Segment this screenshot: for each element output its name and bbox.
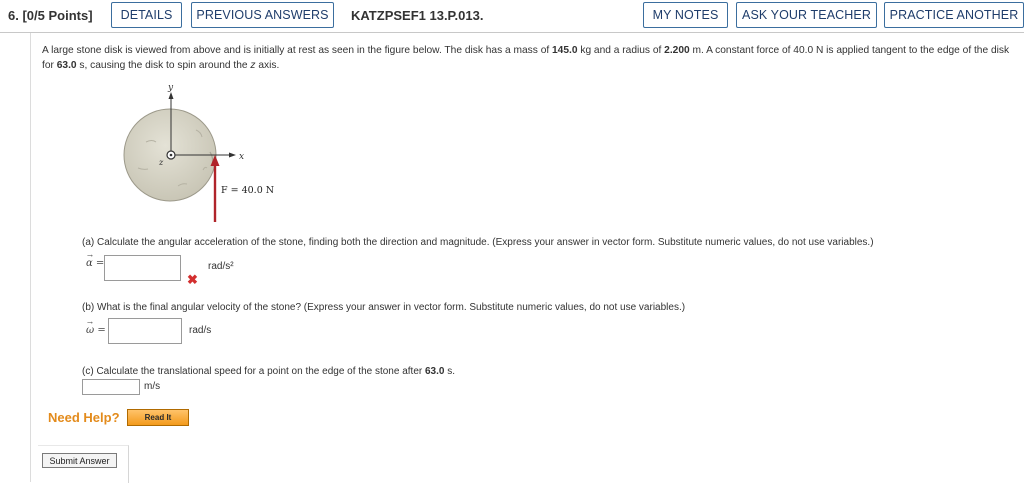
ask-your-teacher-button[interactable]: ASK YOUR TEACHER [736, 2, 877, 28]
read-it-button[interactable]: Read It [127, 409, 189, 426]
omega-symbol-text: ω = [86, 325, 106, 336]
force-label: F = 40.0 N [221, 185, 275, 196]
vector-arrow-icon: → [87, 319, 93, 327]
problem-statement [42, 43, 1017, 73]
part-c-question [82, 366, 1012, 377]
z-axis-dot [170, 154, 173, 157]
axis-name: z [250, 60, 256, 71]
z-axis-label: z [159, 158, 164, 167]
stone-disk-figure [118, 82, 288, 224]
need-help-label: Need Help? [48, 410, 120, 425]
details-button[interactable]: DETAILS [111, 2, 182, 28]
omega-vector-symbol [86, 319, 106, 336]
part-c-unit: m/s [144, 381, 161, 392]
problem-text: m. A constant force of 40.0 N is applied tangent to the edge of the disk for [42, 45, 1010, 71]
problem-text: s, causing the disk to spin around the [76, 60, 251, 71]
previous-answers-button[interactable]: PREVIOUS ANSWERS [191, 2, 334, 28]
part-a-question: (a) Calculate the angular acceleration of the stone, finding both the direction and magnitude. (Express your answer in vector form. Substitute numeric values, do not use variables.) [82, 237, 874, 248]
part-b-unit: rad/s [189, 325, 212, 336]
my-notes-button[interactable]: MY NOTES [643, 2, 728, 28]
vector-arrow-icon: → [87, 252, 93, 260]
part-a-unit: rad/s² [208, 261, 234, 272]
part-a-answer-input[interactable] [104, 255, 181, 281]
submit-answer-button[interactable]: Submit Answer [42, 453, 117, 468]
y-axis-arrowhead [169, 92, 174, 99]
x-axis-label: x [239, 152, 245, 162]
problem-code: KATZPSEF1 13.P.013. [351, 8, 484, 23]
alpha-symbol-text: α = [86, 258, 105, 269]
question-index: 6. [8, 8, 19, 23]
mass-value: 145.0 [552, 45, 578, 56]
part-c-answer-input[interactable] [82, 379, 140, 395]
alpha-vector-symbol [86, 252, 105, 269]
part-b-answer-input[interactable] [108, 318, 182, 344]
problem-text: axis. [255, 60, 280, 71]
part-b-question: (b) What is the final angular velocity of the stone? (Express your answer in vector form. Substitute numeric values, do not use variables.) [82, 302, 686, 313]
question-number [8, 8, 93, 23]
time-value: 63.0 [56, 60, 77, 71]
problem-text: A large stone disk is viewed from above and is initially at rest as seen in the figure below. The disk has a mass of [42, 45, 553, 56]
part-c-time-value: 63.0 [425, 366, 445, 377]
incorrect-mark-icon: ✖ [187, 272, 198, 287]
question-header [0, 0, 1024, 33]
part-c-text: (c) Calculate the translational speed for a point on the edge of the stone after [82, 366, 425, 377]
practice-another-button[interactable]: PRACTICE ANOTHER [884, 2, 1024, 28]
radius-value: 2.200 [664, 45, 690, 56]
x-axis-arrowhead [229, 153, 236, 158]
y-axis-label: y [168, 83, 174, 93]
problem-text: kg and a radius of [577, 45, 665, 56]
part-c-text: s. [444, 366, 456, 377]
question-points: [0/5 Points] [22, 8, 93, 23]
content-left-border [30, 33, 31, 482]
